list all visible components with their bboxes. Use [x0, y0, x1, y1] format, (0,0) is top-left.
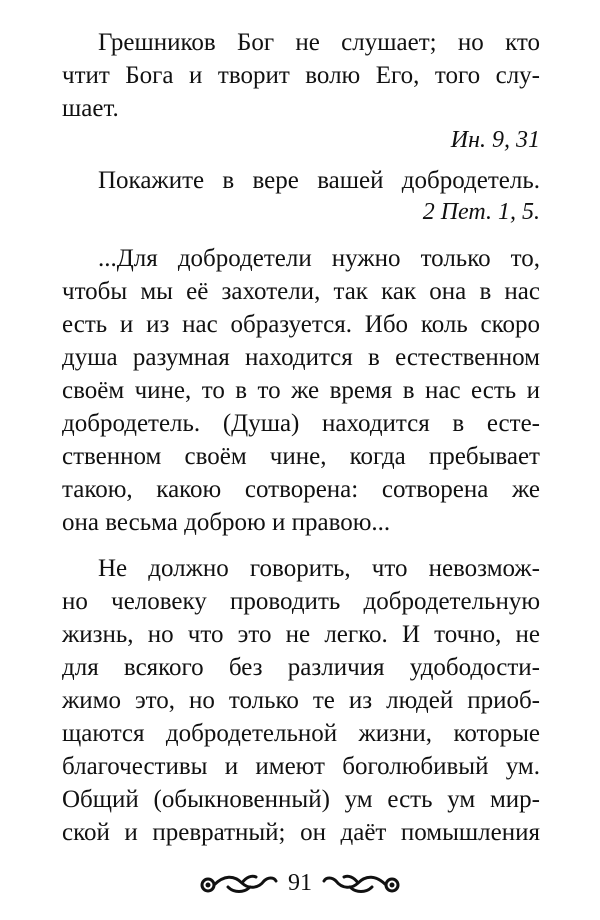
paragraph-1 [62, 242, 540, 539]
quote-1-line: чтит Бога и творит волю Его, того слу- [62, 62, 540, 89]
paragraph-1-line: она весьма доброю и правою... [62, 509, 391, 536]
flourish-ornament-left-icon [198, 869, 278, 897]
paragraph-1-line: ...Для добродетели нужно только то, [98, 245, 540, 272]
paragraph-2-line: ской и превратный; он даёт помышления [62, 819, 540, 846]
paragraph-2-line: для всякого без различия удободости- [62, 654, 540, 681]
paragraph-1-line: такою, какою сотворена: сотворена же [62, 476, 540, 503]
quote-2-line: Покажите в вере вашей добродетель. [98, 167, 540, 194]
quote-1-line: Грешников Бог не слушает; но кто [98, 29, 540, 56]
quote-1-line: шает. [62, 95, 119, 122]
paragraph-2-line: жимо это, но только те из людей приоб- [62, 687, 540, 714]
paragraph-1-line: есть и из нас образуется. Ибо коль скоро [62, 311, 540, 338]
quote-2 [62, 164, 540, 227]
paragraph-1-line: душа разумная находится в естественном [62, 344, 540, 371]
paragraph-1-line: ственном своём чине, когда пребывает [62, 443, 540, 470]
paragraph-2-line: но человеку проводить добродетельную [62, 588, 540, 615]
paragraph-2-line: жизнь, но что это не легко. И точно, не [62, 621, 540, 648]
quote-2-reference: 2 Пет. 1, 5. [422, 199, 540, 225]
quote-1-reference: Ин. 9, 31 [450, 127, 540, 153]
page-number: 91 [288, 869, 312, 896]
paragraph-2-line: Не должно говорить, что невозмож- [98, 555, 540, 582]
paragraph-2-line: благочестивы и имеют боголюбивый ум. [62, 753, 540, 780]
paragraph-1-line: своём чине, то в то же время в нас есть и [62, 377, 540, 404]
paragraph-1-line: чтобы мы её захотели, так как она в нас [62, 278, 540, 305]
page-footer [0, 858, 600, 908]
quote-1 [62, 26, 540, 155]
paragraph-2-line: Общий (обыкновенный) ум есть ум мир- [62, 786, 540, 813]
paragraph-2-line: щаются добродетельной жизни, которые [62, 720, 540, 747]
flourish-ornament-right-icon [322, 869, 402, 897]
paragraph-2 [62, 552, 540, 849]
paragraph-1-line: добродетель. (Душа) находится в есте- [62, 410, 540, 437]
